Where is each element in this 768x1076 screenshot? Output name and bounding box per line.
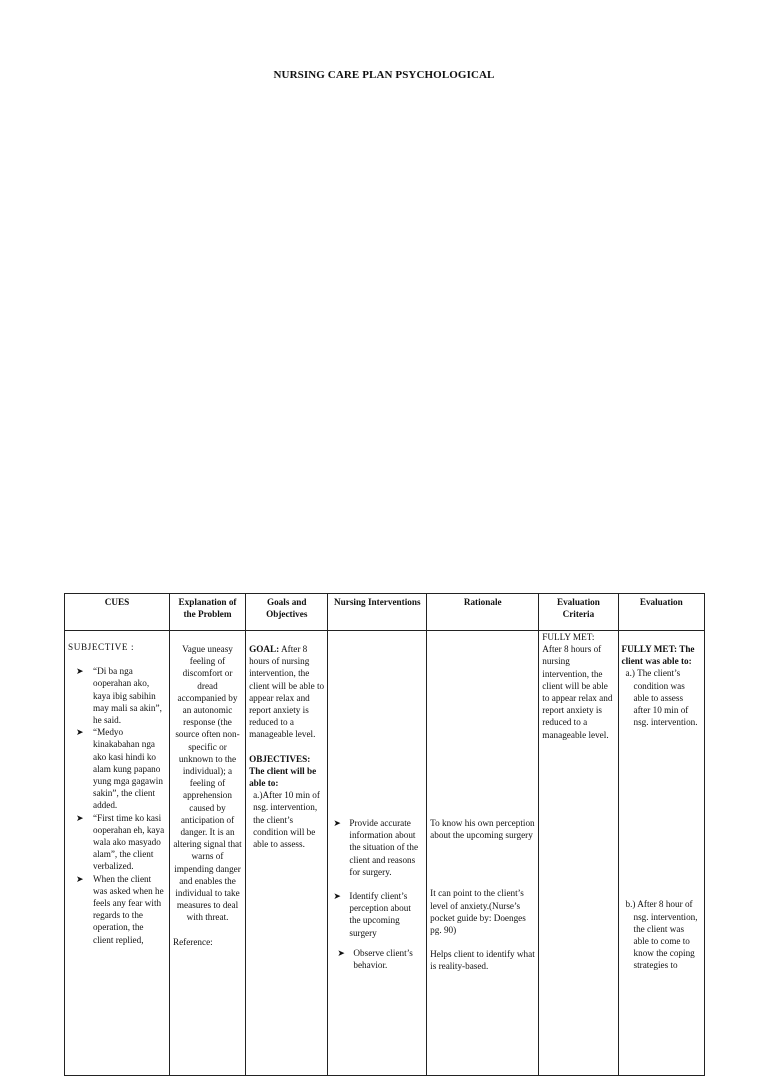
care-plan-table — [64, 593, 705, 1076]
goals-cell — [246, 631, 328, 1076]
arrow-bullet-icon: ➤ — [76, 666, 84, 677]
arrow-bullet-icon: ➤ — [76, 727, 84, 738]
cue-item: ➤ “First time ko kasi ooperahan eh, kaya wala ako masyado alam”, the client verbalized. — [76, 812, 165, 872]
arrow-bullet-icon: ➤ — [76, 873, 84, 884]
goal-text: After 8 hours of nursing intervention, the client will be able to appear relax and report anxiety is reduced to a manageable level. — [249, 644, 325, 740]
arrow-bullet-icon: ➤ — [337, 947, 346, 958]
table-header-row — [65, 594, 705, 631]
objective-a: a.)After 10 min of nsg. intervention, the client’s condition will be able to assess. — [253, 790, 320, 850]
reference-label: Reference: — [172, 936, 213, 947]
rationale-item: It can point to the client’s level of anxiety.(Nurse’s pocket guide by: Doenges pg. 90) — [430, 888, 526, 936]
criteria-cell — [539, 631, 618, 1076]
cue-item: ➤ “Di ba nga ooperahan ako, kaya ibig sabihin may mali sa akin”, he said. — [76, 666, 162, 726]
arrow-bullet-icon: ➤ — [76, 812, 84, 823]
header-interventions: Nursing Interventions — [328, 594, 427, 631]
evaluation-item-a: a.) The client’s condition was able to assess after 10 min of nsg. intervention. — [625, 668, 698, 728]
arrow-bullet-icon: ➤ — [333, 891, 342, 902]
explanation-text: Vague uneasy feeling of discomfort or dread accompanied by an autonomic response (the source often non-specific or unknown to the individual); a feeling of apprehension caused by anticipation of danger. It is an altering signal that warns of impending danger and enables the individual to take measures to deal with threat. — [173, 644, 242, 923]
table-row — [65, 631, 705, 1076]
cue-item: ➤ When the client was asked when he feels any fear with regards to the operation, the client replied, — [76, 873, 164, 945]
criteria-text: FULLY MET: After 8 hours of nursing intervention, the client will be able to appear relax and report anxiety is reduced to a manageable level. — [542, 632, 613, 740]
page-title: NURSING CARE PLAN PSYCHOLOGICAL — [273, 69, 495, 81]
goal-paragraph — [249, 643, 324, 741]
header-evaluation: Evaluation — [618, 594, 704, 631]
objectives-label: OBJECTIVES: The client will be able to: — [249, 753, 317, 789]
evaluation-cell — [618, 631, 704, 1076]
arrow-bullet-icon: ➤ — [333, 818, 342, 828]
interventions-cell — [328, 631, 427, 1076]
explanation-cell — [169, 631, 245, 1076]
evaluation-item-b: b.) After 8 hour of nsg. intervention, the client was able to come to know the coping strategies to — [625, 899, 698, 971]
header-explanation: Explanation of the Problem — [169, 594, 245, 631]
rationale-item: To know his own perception about the upcoming surgery — [430, 818, 535, 841]
cues-cell — [65, 631, 170, 1076]
cue-item: ➤ “Medyo kinakabahan nga ako kasi hindi ko alam kung papano yung mga gagawin sakin”, the client added. — [76, 727, 163, 811]
rationale-cell — [427, 631, 539, 1076]
evaluation-label: FULLY MET: The client was able to: — [621, 644, 695, 667]
header-goals: Goals and Objectives — [246, 594, 328, 631]
intervention-item: ➤ Identify client’s perception about the upcoming surgery — [333, 891, 411, 938]
header-criteria: Evaluation Criteria — [539, 594, 618, 631]
subjective-label: SUBJECTIVE : — [68, 642, 135, 652]
header-cues: CUES — [65, 594, 170, 631]
intervention-item: ➤ Observe client’s behavior. — [337, 947, 413, 971]
header-rationale: Rationale — [427, 594, 539, 631]
intervention-item: ➤ Provide accurate information about the situation of the client and reasons for surgery. — [333, 818, 419, 877]
rationale-item: Helps client to identify what is reality-based. — [430, 949, 535, 972]
goal-label: GOAL: — [249, 644, 280, 654]
